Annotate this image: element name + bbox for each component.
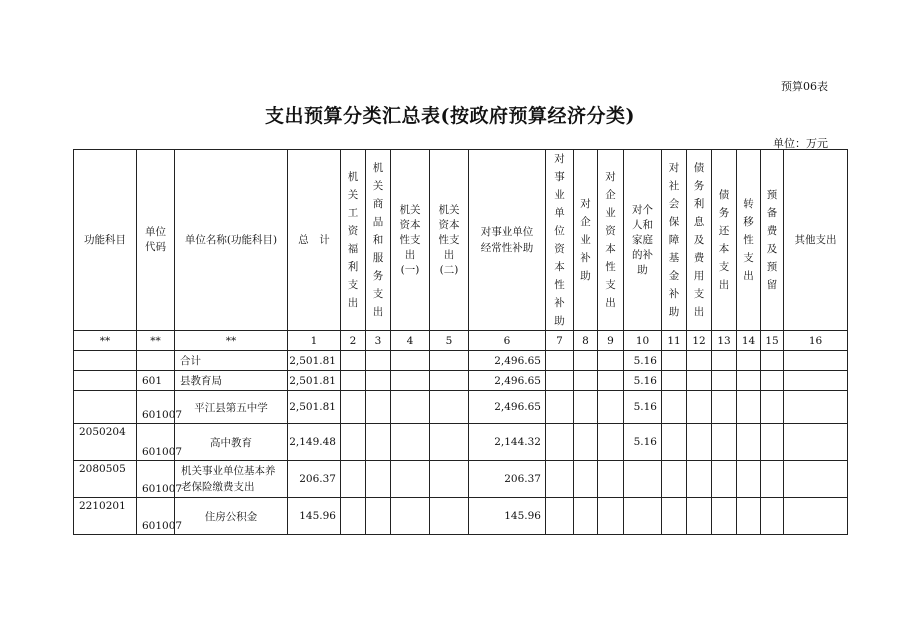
table-row: [74, 424, 848, 461]
value-cell: [712, 498, 737, 535]
value-cell: [598, 391, 624, 424]
value-cell: [391, 351, 430, 371]
index-cell: 9: [598, 331, 624, 351]
value-cell: [687, 498, 712, 535]
value-cell: 2,496.65: [469, 391, 546, 424]
index-cell: 15: [761, 331, 784, 351]
value-cell: [662, 498, 687, 535]
unit-code-cell: 601: [137, 371, 175, 391]
value-cell: [761, 371, 784, 391]
value-cell: [662, 424, 687, 461]
unit-name-cell: 高中教育: [175, 424, 288, 461]
header-col-13: 债务还本支出: [712, 150, 737, 331]
page-title: 支出预算分类汇总表(按政府预算经济分类): [265, 105, 635, 127]
value-cell: [430, 371, 469, 391]
header-col-15: 预备费及预留: [761, 150, 784, 331]
value-cell: [598, 498, 624, 535]
value-cell: [761, 424, 784, 461]
index-cell: 4: [391, 331, 430, 351]
value-cell: [366, 351, 391, 371]
unit-code-cell: 601007: [137, 424, 175, 461]
value-cell: [546, 461, 574, 498]
header-col-12: 债务利息及费用支出: [687, 150, 712, 331]
func-code-cell: 2210201: [74, 498, 137, 535]
value-cell: [761, 391, 784, 424]
header-total: 总 计: [288, 150, 341, 331]
value-cell: [366, 461, 391, 498]
header-col-8: 对企业补助: [574, 150, 598, 331]
unit-code-cell: [137, 351, 175, 371]
header-col-5: 机关资本性支出(二): [430, 150, 469, 331]
header-col-11: 对社会保障基金补助: [662, 150, 687, 331]
header-col-3: 机关商品和服务支出: [366, 150, 391, 331]
func-code-cell: 2080505: [74, 461, 137, 498]
header-func-code: 功能科目: [74, 150, 137, 331]
index-cell: 13: [712, 331, 737, 351]
value-cell: [574, 498, 598, 535]
total-cell: 206.37: [288, 461, 341, 498]
index-cell: 14: [737, 331, 761, 351]
index-cell: **: [175, 331, 288, 351]
value-cell: [624, 461, 662, 498]
value-cell: [784, 461, 848, 498]
value-cell: 2,496.65: [469, 371, 546, 391]
value-cell: [574, 371, 598, 391]
header-col-16: 其他支出: [784, 150, 848, 331]
total-cell: 2,501.81: [288, 351, 341, 371]
value-cell: [598, 371, 624, 391]
func-code-cell: [74, 351, 137, 371]
value-cell: [574, 461, 598, 498]
index-cell: 16: [784, 331, 848, 351]
value-cell: [341, 371, 366, 391]
unit-name-cell: 合计: [175, 351, 288, 371]
header-col-7: 对事业单位资本性补助: [546, 150, 574, 331]
header-unit-code: 单位代码: [137, 150, 175, 331]
value-cell: [687, 351, 712, 371]
value-cell: [784, 498, 848, 535]
value-cell: [712, 371, 737, 391]
value-cell: [737, 371, 761, 391]
value-cell: [737, 351, 761, 371]
table-row: [74, 498, 848, 535]
header-unit-name: 单位名称(功能科目): [175, 150, 288, 331]
index-cell: 1: [288, 331, 341, 351]
value-cell: [391, 371, 430, 391]
value-cell: [391, 461, 430, 498]
index-cell: 3: [366, 331, 391, 351]
index-cell: **: [137, 331, 175, 351]
value-cell: [391, 391, 430, 424]
table-row: [74, 391, 848, 424]
value-cell: [546, 391, 574, 424]
table-row: [74, 371, 848, 391]
index-row: [74, 331, 848, 351]
value-cell: [366, 498, 391, 535]
func-code-cell: [74, 391, 137, 424]
index-cell: 2: [341, 331, 366, 351]
value-cell: [430, 461, 469, 498]
value-cell: [574, 424, 598, 461]
value-cell: [624, 498, 662, 535]
value-cell: [737, 424, 761, 461]
header-row: [74, 150, 848, 331]
total-cell: 145.96: [288, 498, 341, 535]
value-cell: [662, 391, 687, 424]
value-cell: [784, 371, 848, 391]
value-cell: [366, 424, 391, 461]
value-cell: [662, 371, 687, 391]
value-cell: [574, 351, 598, 371]
header-col-2: 机关工资福利支出: [341, 150, 366, 331]
value-cell: [546, 498, 574, 535]
value-cell: [341, 351, 366, 371]
value-cell: 5.16: [624, 351, 662, 371]
value-cell: [598, 424, 624, 461]
value-cell: 5.16: [624, 391, 662, 424]
value-cell: [391, 498, 430, 535]
value-cell: [712, 351, 737, 371]
value-cell: [546, 351, 574, 371]
header-col-9: 对企业资本性支出: [598, 150, 624, 331]
unit-code-cell: 601007: [137, 391, 175, 424]
value-cell: [737, 498, 761, 535]
index-cell: 8: [574, 331, 598, 351]
value-cell: [430, 424, 469, 461]
func-code-cell: 2050204: [74, 424, 137, 461]
value-cell: [574, 391, 598, 424]
value-cell: [341, 461, 366, 498]
table-row: [74, 351, 848, 371]
value-cell: [761, 461, 784, 498]
value-cell: [737, 461, 761, 498]
index-cell: 12: [687, 331, 712, 351]
value-cell: [546, 371, 574, 391]
total-cell: 2,501.81: [288, 371, 341, 391]
value-cell: [761, 498, 784, 535]
value-cell: [430, 498, 469, 535]
value-cell: 145.96: [469, 498, 546, 535]
budget-table: [73, 149, 848, 535]
value-cell: 206.37: [469, 461, 546, 498]
value-cell: [598, 351, 624, 371]
unit-name-cell: 住房公积金: [175, 498, 288, 535]
value-cell: [687, 424, 712, 461]
value-cell: [598, 461, 624, 498]
value-cell: 5.16: [624, 371, 662, 391]
value-cell: [662, 461, 687, 498]
value-cell: [784, 424, 848, 461]
value-cell: [712, 391, 737, 424]
unit-code-cell: 601007: [137, 461, 175, 498]
unit-code-cell: 601007: [137, 498, 175, 535]
index-cell: 11: [662, 331, 687, 351]
value-cell: 2,496.65: [469, 351, 546, 371]
value-cell: [784, 351, 848, 371]
index-cell: 5: [430, 331, 469, 351]
value-cell: [784, 391, 848, 424]
value-cell: [687, 371, 712, 391]
total-cell: 2,149.48: [288, 424, 341, 461]
form-number: 预算06表: [781, 80, 828, 93]
index-cell: 7: [546, 331, 574, 351]
value-cell: [341, 498, 366, 535]
unit-label: 单位：万元: [773, 137, 828, 150]
header-col-6: 对事业单位经常性补助: [469, 150, 546, 331]
value-cell: [687, 461, 712, 498]
header-col-10: 对个人和家庭的补助: [624, 150, 662, 331]
func-code-cell: [74, 371, 137, 391]
value-cell: [761, 351, 784, 371]
value-cell: [430, 391, 469, 424]
value-cell: [687, 391, 712, 424]
index-cell: 10: [624, 331, 662, 351]
value-cell: [366, 371, 391, 391]
value-cell: [546, 424, 574, 461]
total-cell: 2,501.81: [288, 391, 341, 424]
value-cell: [341, 391, 366, 424]
value-cell: [712, 461, 737, 498]
value-cell: [430, 351, 469, 371]
value-cell: [712, 424, 737, 461]
value-cell: 5.16: [624, 424, 662, 461]
value-cell: [391, 424, 430, 461]
unit-name-cell: 机关事业单位基本养老保险缴费支出: [175, 461, 288, 498]
unit-name-cell: 平江县第五中学: [175, 391, 288, 424]
index-cell: 6: [469, 331, 546, 351]
header-col-4: 机关资本性支出(一): [391, 150, 430, 331]
unit-name-cell: 县教育局: [175, 371, 288, 391]
header-col-14: 转移性支出: [737, 150, 761, 331]
index-cell: **: [74, 331, 137, 351]
value-cell: [737, 391, 761, 424]
value-cell: [341, 424, 366, 461]
value-cell: [662, 351, 687, 371]
value-cell: [366, 391, 391, 424]
table-row: [74, 461, 848, 498]
value-cell: 2,144.32: [469, 424, 546, 461]
